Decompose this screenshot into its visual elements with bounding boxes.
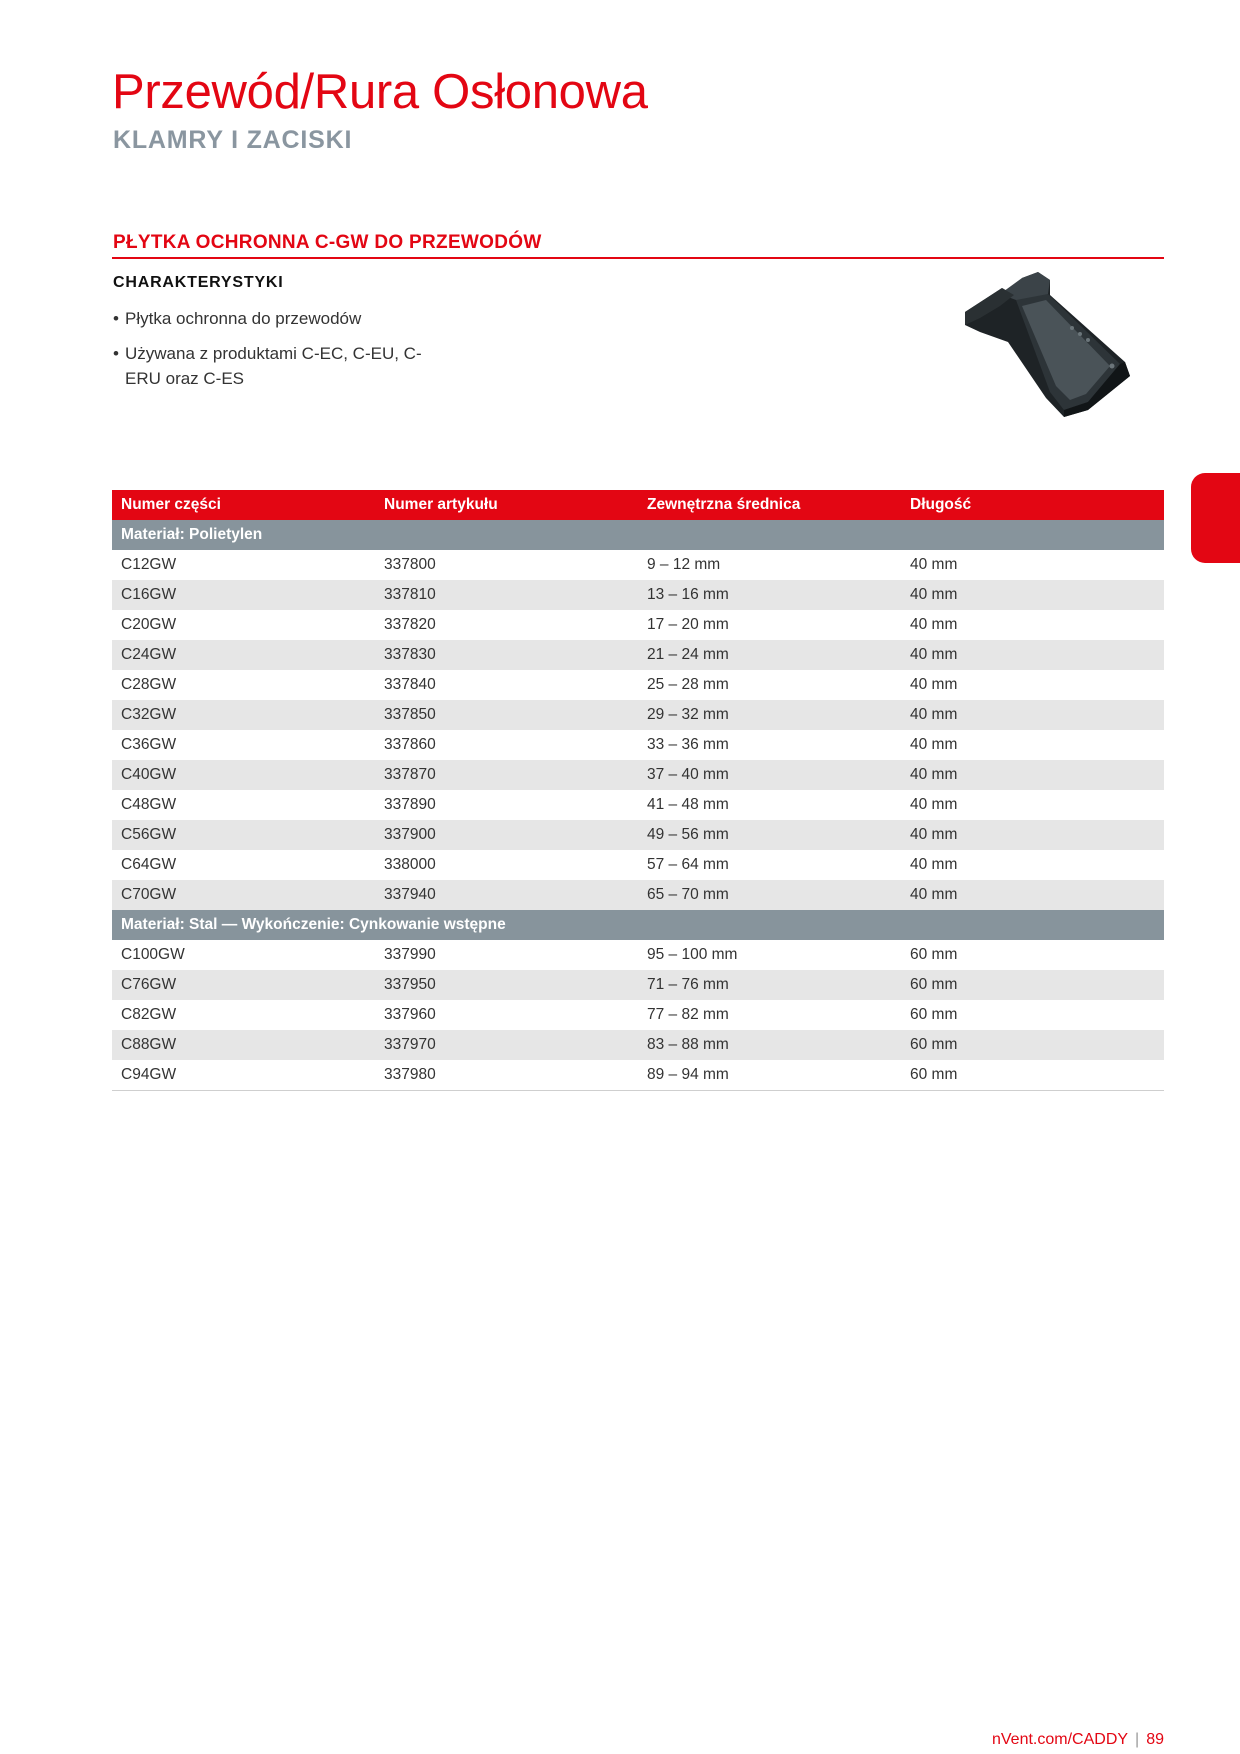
material-group-label: Materiał: Polietylen [112,520,1164,550]
table-group-row [112,910,1164,940]
cell-length: 40 mm [901,640,1164,670]
table-row [112,850,1164,880]
cell-article-number: 337820 [384,616,436,633]
page-title: Przewód/Rura Osłonowa [112,65,648,119]
header-length: Długość [901,490,1164,520]
header-part-number: Numer części [112,490,375,520]
cell-length: 60 mm [901,970,1164,1000]
cell-outer-diameter: 71 – 76 mm [638,970,901,1000]
table-row [112,700,1164,730]
table-row [112,670,1164,700]
cell-part-number: C64GW [121,856,177,873]
characteristics-item: • Używana z produktami C-EC, C-EU, C-ERU oraz C-ES [113,341,433,391]
cell-length: 40 mm [910,676,958,693]
page-footer [992,1731,1164,1749]
cell-length: 60 mm [901,1060,1164,1090]
table-row [112,580,1164,610]
cell-length: 40 mm [910,736,958,753]
cell-length: 40 mm [901,820,1164,850]
cell-length: 40 mm [901,580,1164,610]
cell-outer-diameter: 37 – 40 mm [638,760,901,790]
section-title: PŁYTKA OCHRONNA C-GW DO PRZEWODÓW [113,232,542,253]
cell-length: 40 mm [910,856,958,873]
cell-outer-diameter: 57 – 64 mm [647,856,729,873]
cell-part-number: C36GW [121,736,177,753]
table-row [112,1000,1164,1030]
characteristics-list [113,306,433,401]
cell-part-number: C28GW [121,676,177,693]
characteristics-item: • Płytka ochronna do przewodów [113,306,433,331]
cell-article-number: 337960 [384,1006,436,1023]
table-row [112,940,1164,970]
footer-site-link[interactable]: nVent.com/CADDY [991,1731,1129,1748]
protective-plate-image [960,270,1145,440]
cell-outer-diameter: 77 – 82 mm [647,1006,729,1023]
header-outer-diameter: Zewnętrzna średnica [638,490,901,520]
cell-outer-diameter: 89 – 94 mm [638,1060,901,1090]
cell-part-number: C48GW [121,796,177,813]
cell-article-number: 337830 [375,640,638,670]
cell-article-number: 337980 [375,1060,638,1090]
table-row [112,790,1164,820]
cell-article-number: 337800 [384,556,436,573]
cell-outer-diameter: 25 – 28 mm [647,676,729,693]
header-article-number: Numer artykułu [375,490,638,520]
cell-article-number: 337950 [375,970,638,1000]
table-row [112,610,1164,640]
cell-article-number: 337840 [384,676,436,693]
table-header-row [112,490,1164,520]
table-row [112,550,1164,580]
specification-table [112,490,1164,1091]
cell-outer-diameter: 41 – 48 mm [647,796,729,813]
cell-length: 40 mm [901,700,1164,730]
cell-article-number: 337860 [384,736,436,753]
cell-outer-diameter: 83 – 88 mm [638,1030,901,1060]
cell-part-number: C40GW [112,760,375,790]
cell-part-number: C16GW [112,580,375,610]
page-number: 89 [1146,1731,1164,1748]
table-row [112,730,1164,760]
cell-outer-diameter: 33 – 36 mm [647,736,729,753]
cell-outer-diameter: 29 – 32 mm [638,700,901,730]
table-row [112,640,1164,670]
cell-part-number: C70GW [112,880,375,910]
cell-article-number: 337890 [384,796,436,813]
cell-article-number: 337870 [375,760,638,790]
cell-part-number: C56GW [112,820,375,850]
table-row [112,1060,1164,1090]
cell-part-number: C12GW [121,556,177,573]
cell-article-number: 337970 [375,1030,638,1060]
cell-part-number: C20GW [121,616,177,633]
cell-article-number: 337810 [375,580,638,610]
table-row [112,970,1164,1000]
cell-part-number: C88GW [112,1030,375,1060]
cell-part-number: C100GW [121,946,185,963]
cell-outer-diameter: 49 – 56 mm [638,820,901,850]
cell-length: 40 mm [910,556,958,573]
cell-length: 40 mm [901,880,1164,910]
cell-part-number: C32GW [112,700,375,730]
table-row [112,820,1164,850]
page-subtitle: KLAMRY I ZACISKI [113,126,353,154]
cell-length: 60 mm [910,1006,958,1023]
table-group-row [112,520,1164,550]
table-row [112,760,1164,790]
cell-outer-diameter: 95 – 100 mm [647,946,738,963]
cell-part-number: C76GW [112,970,375,1000]
cell-outer-diameter: 9 – 12 mm [647,556,721,573]
cell-part-number: C94GW [112,1060,375,1090]
cell-outer-diameter: 21 – 24 mm [638,640,901,670]
characteristics-heading: CHARAKTERYSTYKI [113,274,284,291]
cell-outer-diameter: 65 – 70 mm [638,880,901,910]
cell-article-number: 337940 [375,880,638,910]
chapter-tab [1191,473,1240,563]
table-row [112,1030,1164,1060]
table-row [112,880,1164,910]
cell-length: 40 mm [910,616,958,633]
cell-length: 40 mm [901,760,1164,790]
cell-article-number: 337900 [375,820,638,850]
cell-length: 60 mm [901,1030,1164,1060]
cell-article-number: 337850 [375,700,638,730]
cell-part-number: C82GW [121,1006,177,1023]
cell-length: 40 mm [910,796,958,813]
cell-outer-diameter: 17 – 20 mm [647,616,729,633]
cell-article-number: 337990 [384,946,436,963]
cell-outer-diameter: 13 – 16 mm [638,580,901,610]
cell-article-number: 338000 [384,856,436,873]
footer-separator: | [1135,1731,1140,1748]
section-divider [112,257,1164,259]
cell-part-number: C24GW [112,640,375,670]
material-group-label: Materiał: Stal — Wykończenie: Cynkowanie wstępne [112,910,1164,940]
cell-length: 60 mm [910,946,958,963]
